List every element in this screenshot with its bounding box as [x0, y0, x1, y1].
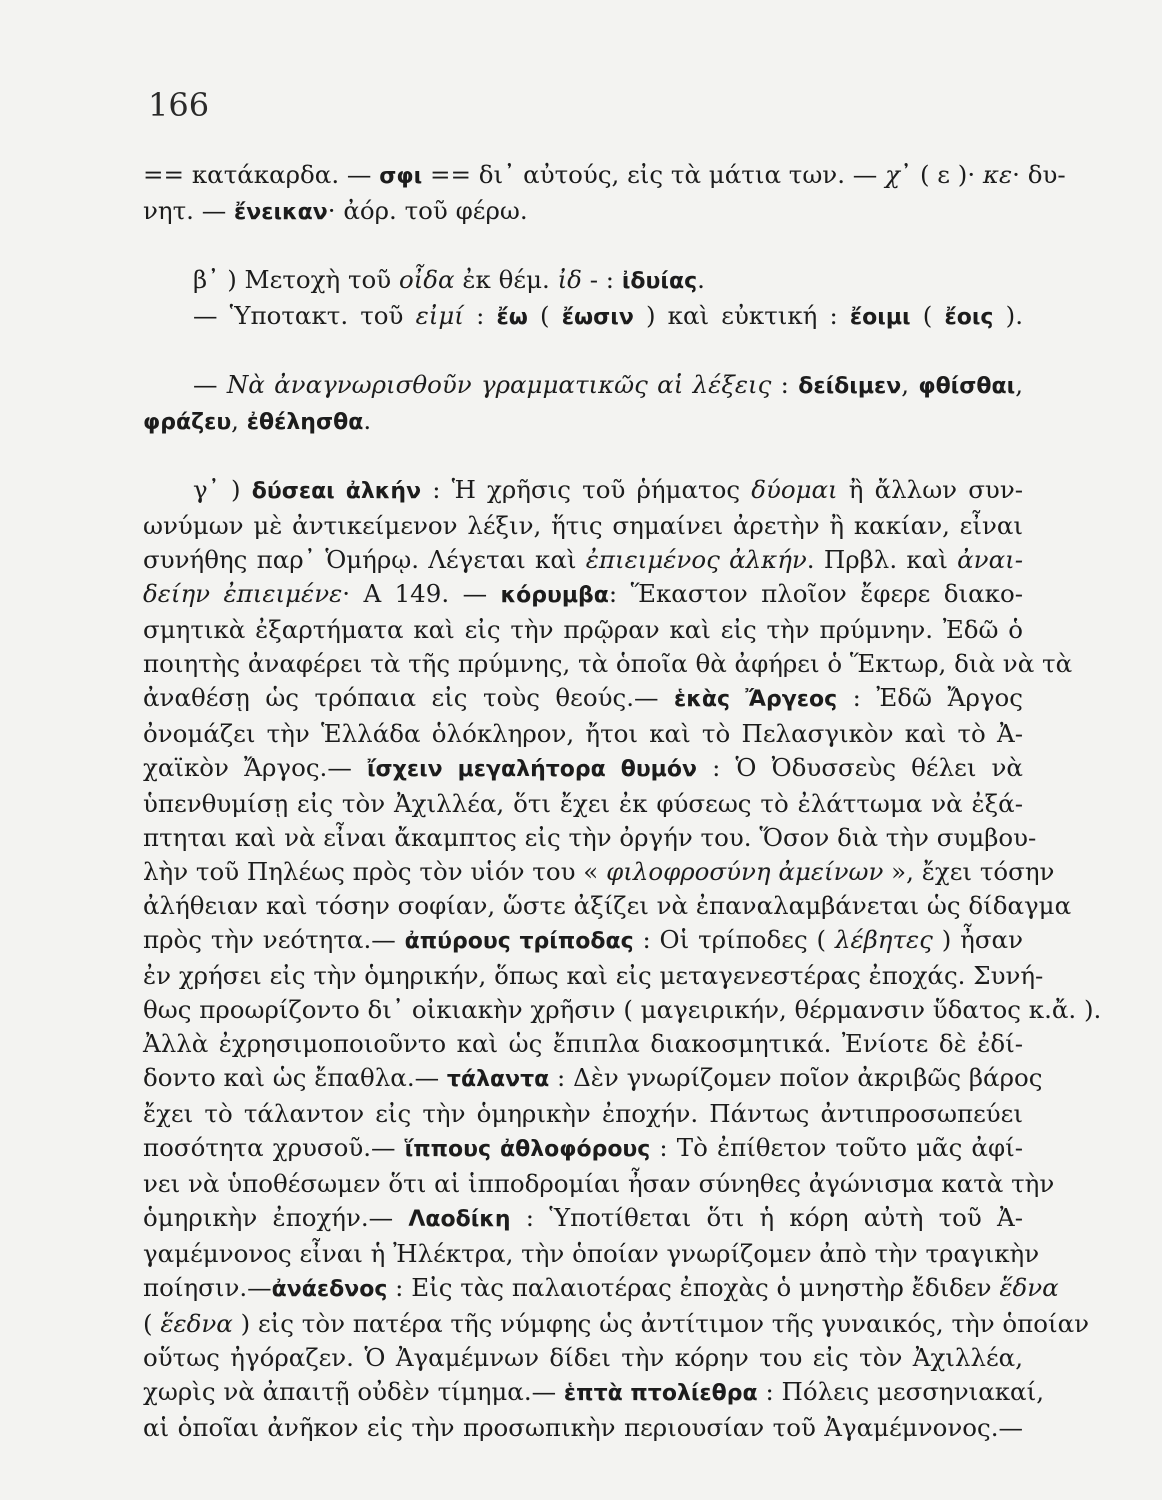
text-line: αἱ ὁποῖαι ἀνῆκον εἰς τὴν προσωπικὴν περιουσίαν τοῦ Ἀγαμέμνονος.— [143, 1413, 1023, 1442]
text-line: ἀναθέσῃ ὡς τρόπαια εἰς τοὺς θεούς.— ἑκὰς Ἄργεος : Ἐδῶ Ἄργος [143, 683, 1023, 712]
text-line: ὑπενθυμίσῃ εἰς τὸν Ἀχιλλέα, ὅτι ἔχει ἐκ φύσεως τὸ ἐλάττωμα νὰ ἐξά- [143, 789, 1023, 818]
text-line: — Νὰ ἀναγνωρισθοῦν γραμματικῶς αἱ λέξεις : δείδιμεν, φθίσθαι, [193, 370, 1023, 399]
text-line: δείην ἐπιειμένε· Α 149. — κόρυμβα: Ἕκαστον πλοῖον ἔφερε διακο- [143, 579, 1024, 608]
paragraph-gap [143, 335, 1023, 368]
text-line: χωρὶς νὰ ἀπαιτῇ οὐδὲν τίμημα.— ἑπτὰ πτολίεθρα : Πόλεις μεσσηνιακαί, [143, 1377, 1044, 1406]
text-line: δοντο καὶ ὡς ἔπαθλα.— τάλαντα : Δὲν γνωρίζομεν ποῖον ἀκριβῶς βάρος [143, 1063, 1043, 1092]
text-line: Ἀλλὰ ἐχρησιμοποιοῦντο καὶ ὡς ἔπιπλα διακοσμητικά. Ἐνίοτε δὲ ἐδί- [143, 1029, 1023, 1058]
text-line: ποιητὴς ἀναφέρει τὰ τῆς πρύμνης, τὰ ὁποῖα θὰ ἀφήρει ὁ Ἕκτωρ, διὰ νὰ τὰ [143, 649, 1073, 678]
text-line: γ᾽ ) δύσεαι ἀλκήν : Ἡ χρῆσις τοῦ ῥήματος δύομαι ἢ ἄλλων συν- [193, 475, 1023, 504]
text-line: χαϊκὸν Ἄργος.— ἴσχειν μεγαλήτορα θυμόν : Ὁ Ὀδυσσεὺς θέλει νὰ [143, 753, 1023, 782]
paragraph-gap [143, 230, 1023, 263]
text-line: ὁμηρικὴν ἐποχήν.— Λαοδίκη : Ὑποτίθεται ὅτι ἡ κόρη αὐτὴ τοῦ Ἀ- [143, 1203, 1023, 1232]
text-line: θως προωρίζοντο δι᾽ οἰκιακὴν χρῆσιν ( μαγειρικήν, θέρμανσιν ὕδατος κ.ἄ. ). [143, 995, 1102, 1024]
commentary-text [143, 158, 1102, 1445]
text-line: νει νὰ ὑποθέσωμεν ὅτι αἱ ἱπποδρομίαι ἦσαν σύνηθες ἀγώνισμα κατὰ τὴν [143, 1169, 1055, 1198]
text-line: ποίησιν.—ἀνάεδνος : Εἰς τὰς παλαιοτέρας ἐποχὰς ὁ μνηστὴρ ἔδιδεν ἕδνα [143, 1273, 1059, 1302]
text-line: ἔχει τὸ τάλαντον εἰς τὴν ὁμηρικὴν ἐποχήν. Πάντως ἀντιπροσωπεύει [143, 1099, 1023, 1128]
text-line: ὀνομάζει τὴν Ἑλλάδα ὁλόκληρον, ἤτοι καὶ τὸ Πελασγικὸν καὶ τὸ Ἀ- [143, 719, 1023, 748]
text-line: — Ὑποτακτ. τοῦ εἰμί : ἔω ( ἔωσιν ) καὶ εὐκτική : ἔοιμι ( ἔοις ). [193, 301, 1023, 330]
text-line: οὕτως ἠγόραζεν. Ὁ Ἀγαμέμνων δίδει τὴν κόρην του εἰς τὸν Ἀχιλλέα, [143, 1343, 1023, 1372]
text-line: ἐν χρήσει εἰς τὴν ὁμηρικήν, ὅπως καὶ εἰς μεταγενεστέρας ἐποχάς. Συνή- [143, 961, 1044, 990]
page-number: 166 [148, 86, 210, 124]
paragraph-gap [143, 440, 1023, 473]
text-line: πρὸς τὴν νεότητα.— ἀπύρους τρίποδας : Οἱ τρίποδες ( λέβητες ) ἦσαν [143, 925, 1023, 954]
text-line: ωνύμων μὲ ἀντικείμενον λέξιν, ἥτις σημαίνει ἀρετὴν ἢ κακίαν, εἶναι [143, 511, 1023, 540]
text-line: γαμέμνονος εἶναι ἡ Ἠλέκτρα, τὴν ὁποίαν γνωρίζομεν ἀπὸ τὴν τραγικὴν [143, 1239, 1040, 1268]
text-line: β᾽ ) Μετοχὴ τοῦ οἶδα ἐκ θέμ. ἰδ - : ἰδυίας. [193, 265, 705, 294]
text-line: πτηται καὶ νὰ εἶναι ἄκαμπτος εἰς τὴν ὀργήν του. Ὅσον διὰ τὴν συμβου- [143, 823, 1037, 852]
text-line: σμητικὰ ἐξαρτήματα καὶ εἰς τὴν πρῷραν καὶ εἰς τὴν πρύμνην. Ἐδῶ ὁ [143, 615, 1023, 644]
text-line: λὴν τοῦ Πηλέως πρὸς τὸν υἱόν του « φιλοφροσύνη ἀμείνων », ἔχει τόσην [143, 857, 1055, 886]
text-line: συνήθης παρ᾽ Ὁμήρῳ. Λέγεται καὶ ἐπιειμένος ἀλκήν. Πρβλ. καὶ ἀναι- [143, 545, 1024, 574]
text-line: ( ἕεδνα ) εἰς τὸν πατέρα τῆς νύμφης ὡς ἀντίτιμον τῆς γυναικός, τὴν ὁποίαν [143, 1309, 1090, 1338]
text-line: φράζευ, ἐθέλησθα. [143, 406, 372, 435]
text-line: == κατάκαρδα. — σφι == δι᾽ αὐτούς, εἰς τὰ μάτια των. — χ᾽ ( ε )· κε· δυ- [143, 160, 1066, 189]
text-line: ποσότητα χρυσοῦ.— ἵππους ἀθλοφόρους : Τὸ ἐπίθετον τοῦτο μᾶς ἀφί- [143, 1133, 1023, 1162]
text-line: νητ. — ἔνεικαν· ἀόρ. τοῦ φέρω. [143, 196, 528, 225]
text-line: ἀλήθειαν καὶ τόσην σοφίαν, ὥστε ἀξίζει νὰ ἐπαναλαμβάνεται ὡς δίδαγμα [143, 891, 1072, 920]
